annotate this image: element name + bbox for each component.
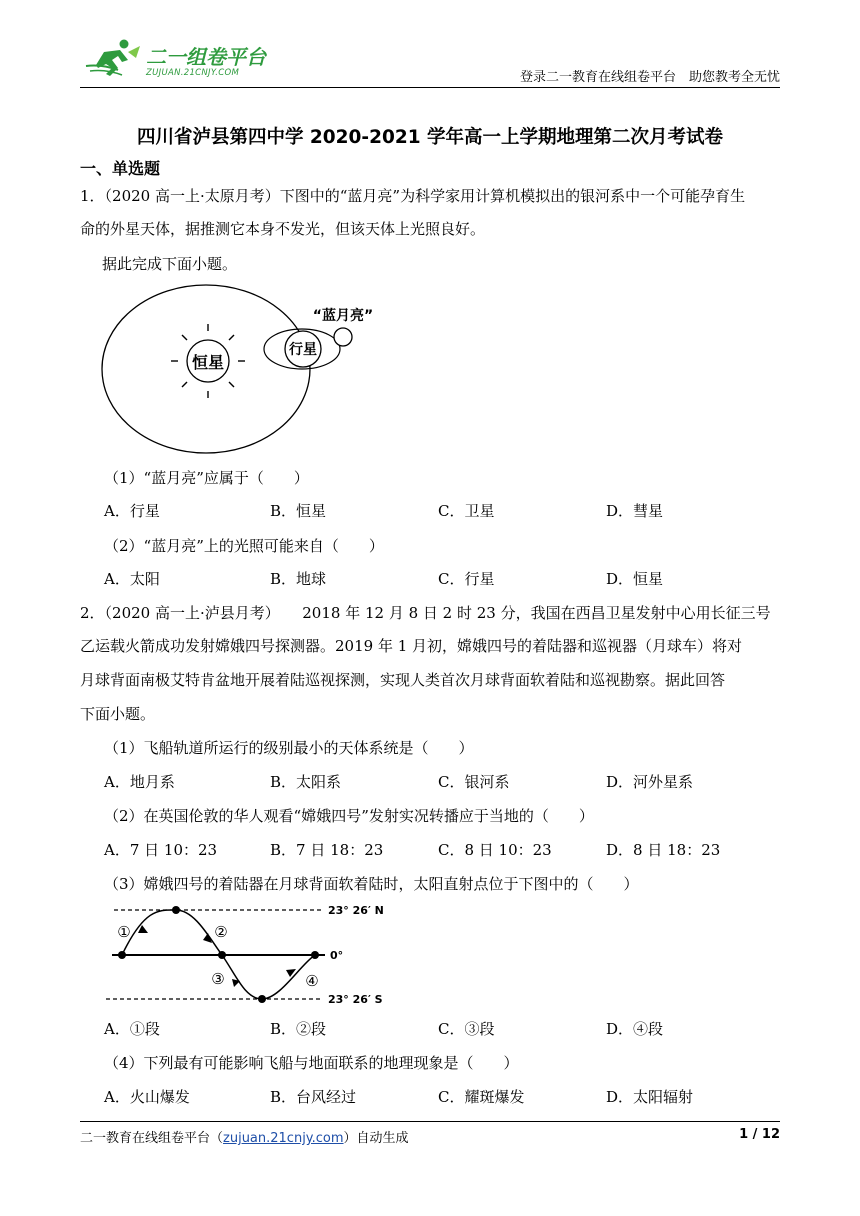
q2-sub4-option-a[interactable]: A．火山爆发 — [104, 1088, 190, 1106]
question-1-text-line2: 命的外星天体，据推测它本身不发光，但该天体上光照良好。 — [80, 220, 486, 238]
q2-sub3-option-c[interactable]: C．③段 — [438, 1020, 495, 1038]
q1-sub2-option-d[interactable]: D．恒星 — [606, 570, 664, 588]
q1-sub1-option-b[interactable]: B．恒星 — [270, 502, 327, 520]
star-label: 恒星 — [191, 353, 225, 372]
logo-text: 二一组卷平台 — [146, 45, 266, 69]
footer-link[interactable]: zujuan.21cnjy.com — [223, 1131, 344, 1146]
footer-credit — [80, 1127, 409, 1146]
q1-sub2-option-b[interactable]: B．地球 — [270, 570, 327, 588]
footer-suffix: ）自动生成 — [343, 1131, 409, 1146]
question-1-text-line1: 1．（2020 高一上·太原月考）下图中的“蓝月亮”为科学家用计算机模拟出的银河系中一个可能孕育生 — [80, 187, 746, 205]
q2-sub1-option-d[interactable]: D．河外星系 — [606, 773, 694, 791]
q2-sub4-option-b[interactable]: B．台风经过 — [270, 1088, 357, 1106]
page-number: 1 / 12 — [739, 1127, 780, 1142]
question-2-sub2: （2）在英国伦敦的华人观看“嫦娥四号”发射实况转播应于当地的（ ） — [104, 807, 594, 825]
q2-sub1-option-b[interactable]: B．太阳系 — [270, 773, 342, 791]
q2-sub4-option-c[interactable]: C．耀斑爆发 — [438, 1088, 525, 1106]
q1-sub2-option-a[interactable]: A．太阳 — [104, 570, 160, 588]
runner-logo-icon — [84, 38, 144, 82]
segment-1-label: ① — [117, 923, 131, 941]
question-2-text-line2: 乙运载火箭成功发射嫦娥四号探测器。2019 年 1 月初，嫦娥四号的着陆器和巡视器（月球车）将对 — [80, 637, 743, 655]
north-tropic-label: 23° 26′ N — [328, 904, 384, 917]
planet-label: 行星 — [289, 342, 317, 358]
question-2-sub3: （3）嫦娥四号的着陆器在月球背面软着陆时，太阳直射点位于下图中的（ ） — [104, 875, 639, 893]
equator-label: 0° — [330, 949, 344, 962]
question-2-sub4: （4）下列最有可能影响飞船与地面联系的地理现象是（ ） — [104, 1054, 519, 1072]
q2-sub1-option-a[interactable]: A．地月系 — [104, 773, 175, 791]
moon-icon — [334, 328, 352, 346]
section-heading: 一、单选题 — [80, 159, 161, 178]
q1-sub2-option-c[interactable]: C．行星 — [438, 570, 495, 588]
header-slogan: 登录二一教育在线组卷平台 助您教考全无忧 — [519, 70, 780, 85]
q1-sub1-option-d[interactable]: D．彗星 — [606, 502, 664, 520]
question-2-sub1: （1）飞船轨道所运行的级别最小的天体系统是（ ） — [104, 739, 474, 757]
q1-sub1-option-c[interactable]: C．卫星 — [438, 502, 495, 520]
header-divider — [80, 87, 780, 88]
question-2-text-line4: 下面小题。 — [80, 705, 156, 723]
q2-sub2-option-a[interactable]: A．7 日 10：23 — [104, 841, 218, 859]
star-system-diagram — [100, 282, 390, 462]
q2-sub3-option-d[interactable]: D．④段 — [606, 1020, 664, 1038]
question-2-text-line3: 月球背面南极艾特肯盆地开展着陆巡视探测，实现人类首次月球背面软着陆和巡视勘察。据此回答 — [80, 671, 726, 689]
segment-3-label: ③ — [211, 970, 225, 988]
footer-prefix: 二一教育在线组卷平台（ — [80, 1131, 224, 1146]
q2-sub2-option-c[interactable]: C．8 日 10：23 — [438, 841, 552, 859]
segment-2-label: ② — [214, 923, 228, 941]
question-1-sub1: （1）“蓝月亮”应属于（ ） — [104, 469, 309, 487]
site-logo[interactable] — [84, 38, 284, 86]
segment-4-label: ④ — [305, 972, 319, 990]
q2-sub3-option-a[interactable]: A．①段 — [104, 1020, 160, 1038]
q2-sub2-option-b[interactable]: B．7 日 18：23 — [270, 841, 384, 859]
footer-divider — [80, 1121, 780, 1122]
question-1-instruction: 据此完成下面小题。 — [102, 255, 238, 273]
q2-sub3-option-b[interactable]: B．②段 — [270, 1020, 327, 1038]
south-tropic-label: 23° 26′ S — [328, 993, 383, 1006]
q1-sub1-option-a[interactable]: A．行星 — [104, 502, 160, 520]
question-2-text-line1: 2．（2020 高一上·泸县月考） 2018 年 12 月 8 日 2 时 23 分，我国在西昌卫星发射中心用长征三号 — [80, 604, 771, 622]
q2-sub1-option-c[interactable]: C．银河系 — [438, 773, 510, 791]
page-title: 四川省泸县第四中学 2020-2021 学年高一上学期地理第二次月考试卷 — [136, 127, 724, 148]
sun-direct-point-diagram — [100, 899, 400, 1007]
question-1-sub2: （2）“蓝月亮”上的光照可能来自（ ） — [104, 537, 384, 555]
q2-sub2-option-d[interactable]: D．8 日 18：23 — [606, 841, 721, 859]
moon-label: “蓝月亮” — [312, 308, 374, 324]
q2-sub4-option-d[interactable]: D．太阳辐射 — [606, 1088, 694, 1106]
logo-subtext: ZUJUAN.21CNJY.COM — [146, 68, 240, 78]
